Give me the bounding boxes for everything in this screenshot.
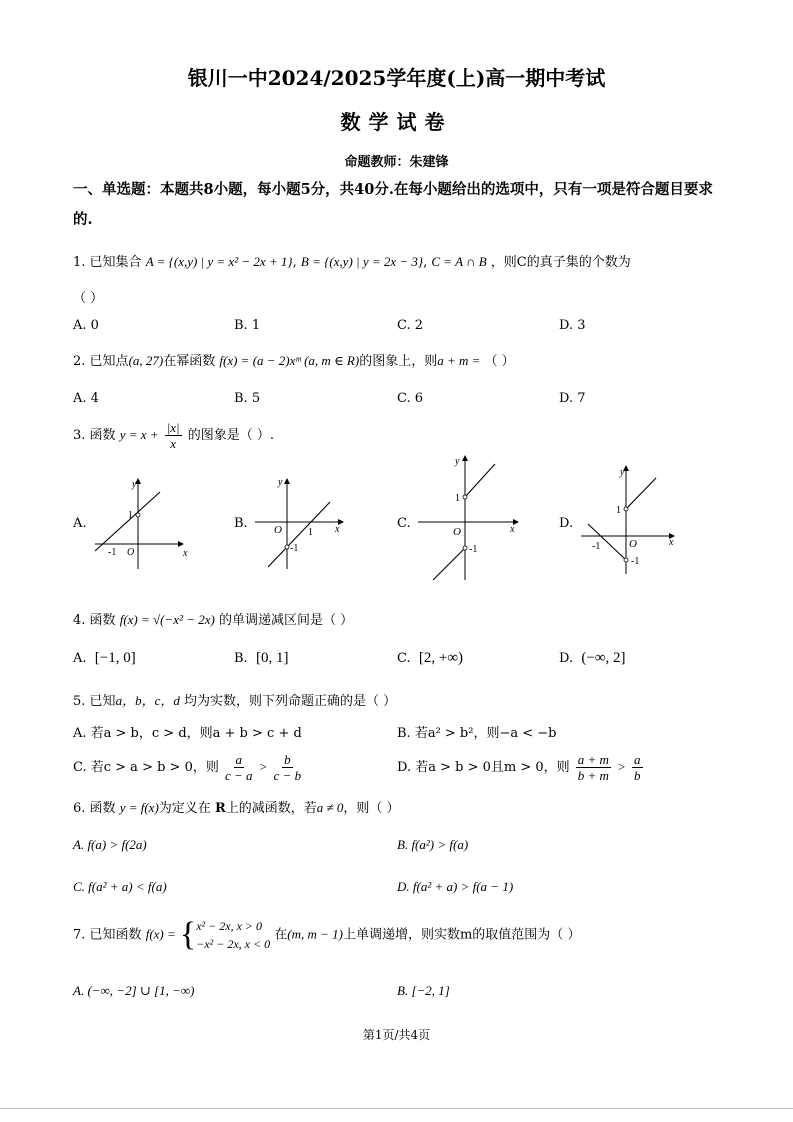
y-label: y	[620, 467, 625, 478]
q6-lead: 函数	[89, 801, 116, 816]
neg-one-label: -1	[290, 543, 299, 554]
q1-set-b: B = {(x,y) | y = 2x − 3}	[300, 254, 424, 269]
q2-func: f(x) = (a − 2)xᵐ (a, m ∈ R)	[219, 353, 360, 368]
q4-number: 4.	[73, 613, 86, 628]
q3-frac-den: x	[170, 436, 177, 451]
q3-graph-c	[415, 452, 525, 584]
q6-cond: a ≠ 0	[316, 800, 344, 815]
graph-line	[95, 492, 160, 551]
open-point-upper	[624, 507, 628, 511]
q7-case-1: x² − 2x, x > 0	[196, 919, 263, 933]
q4-option-a: A. [−1, 0]	[73, 650, 136, 666]
q6-option-c: C. f(a² + a) < f(a)	[73, 879, 167, 894]
q1-set-a: A = {(x,y) | y = x² − 2x + 1}	[145, 254, 293, 269]
q6-r: R	[214, 801, 226, 816]
q3-tail: 的图象是（ ）.	[187, 428, 275, 443]
open-point-lower	[463, 546, 467, 550]
q5-vars: a，b，c，d	[115, 693, 180, 708]
question-6	[73, 797, 400, 816]
q2-lead: 已知点	[89, 354, 129, 369]
q5-option-c: C. 若c > a > b > 0，则 $\frac{a}{c - a}$ > $\frac{b}{c - b}$	[73, 752, 302, 783]
exam-title: 银川一中2024/2025学年度(上)高一期中考试	[187, 66, 606, 90]
q7-option-a: A. (−∞, −2] ∪ [1, −∞)	[73, 983, 195, 998]
y-label: y	[132, 479, 137, 490]
q4-option-b: B. [0, 1]	[234, 650, 289, 666]
q2-option-b: B. 5	[234, 391, 261, 406]
open-point-lower	[624, 558, 628, 562]
q7-case-2: −x² − 2x, x < 0	[196, 937, 271, 951]
q7-piecewise: { x² − 2x, x > 0 −x² − 2x, x < 0	[179, 916, 271, 953]
q6-mid: 为定义在	[158, 801, 211, 816]
x-label: x	[510, 524, 515, 535]
q3-y: y = x +	[119, 427, 159, 442]
origin-label: O	[453, 526, 461, 538]
q1-option-d: D. 3	[559, 318, 586, 333]
page-footer: 第1页/共4页	[362, 1028, 431, 1042]
open-point	[285, 545, 289, 549]
question-3	[73, 420, 274, 451]
q4-lead: 函数	[89, 613, 116, 628]
neg-one-label: -1	[108, 547, 117, 558]
q3-graph-a	[90, 474, 190, 574]
q2-point: (a, 27)	[128, 353, 164, 368]
q6-number: 6.	[73, 801, 86, 816]
q3-lead: 函数	[89, 428, 116, 443]
q5-number: 5.	[73, 694, 86, 709]
q7-fx: f(x) =	[145, 926, 176, 942]
q7-option-b: B. [−2, 1]	[397, 983, 450, 998]
neg-one-label-lower: -1	[631, 556, 640, 567]
q7-mid: 在	[274, 927, 288, 943]
one-label: 1	[308, 527, 313, 538]
q1-option-a: A. 0	[73, 318, 99, 333]
exam-subtitle: 数学试卷	[340, 110, 453, 134]
one-label: 1	[616, 505, 621, 516]
q1-tail: ，则C的真子集的个数为	[490, 255, 631, 270]
q6-tail2: ，则（ ）	[343, 801, 400, 816]
q3-graph-d	[578, 462, 683, 578]
question-5	[73, 690, 396, 709]
q6-tail: 上的减函数，若	[225, 801, 317, 816]
one-label: 1	[128, 510, 133, 521]
q2-option-d: D. 7	[559, 391, 586, 406]
bottom-divider	[0, 1108, 793, 1109]
q5-lead: 已知	[89, 694, 116, 709]
question-7	[73, 917, 580, 953]
q5-tail: 均为实数，则下列命题正确的是（ ）	[183, 694, 397, 709]
q7-number: 7.	[73, 927, 86, 943]
q1-set-c: C = A ∩ B	[431, 254, 487, 269]
q2-tail: 的图象上，则	[359, 354, 438, 369]
q5-option-d: D. 若a > b > 0且m > 0，则 $\frac{a + m}{b + m}$ > $\frac{a}{b}$	[397, 752, 641, 783]
q2-option-c: C. 6	[397, 391, 424, 406]
q1-option-b: B. 1	[234, 318, 261, 333]
section-heading: 一、单选题：本题共8小题，每小题5分，共40分.在每小题给出的选项中，只有一项是符合题目要求的.	[73, 181, 713, 228]
q2-option-a: A. 4	[73, 391, 99, 406]
q2-number: 2.	[73, 354, 86, 369]
q3-option-a: A.	[73, 516, 87, 531]
q4-tail: 的单调递减区间是（ ）	[218, 613, 354, 628]
question-1: 1. 已知集合 A = {(x,y) | y = x² − 2x + 1}, B = {(x,y) | y = 2x − 3}, C = A ∩ B ，则C的真子集的个数为	[73, 254, 631, 270]
y-label: y	[455, 456, 460, 467]
open-point	[136, 513, 140, 517]
origin-label: O	[274, 524, 282, 536]
origin-label: O	[629, 538, 637, 550]
q3-option-b: B.	[234, 516, 248, 531]
q3-frac-num: |x|	[166, 420, 180, 435]
origin-label: O	[127, 547, 135, 558]
q5-option-b: B. 若a² > b²，则−a < −b	[397, 726, 557, 741]
q4-func: f(x) = √(−x² − 2x)	[119, 612, 215, 627]
open-point-upper	[463, 495, 467, 499]
q1-lead: 已知集合	[89, 255, 142, 270]
exam-author: 命题教师：朱建锋	[344, 155, 449, 170]
q6-option-a: A. f(a) > f(2a)	[73, 837, 147, 852]
q1-paren: （ ）	[73, 291, 104, 306]
q3-option-c: C.	[397, 516, 411, 531]
graph-right-branch	[626, 478, 656, 509]
q2-paren: （ ）	[484, 354, 515, 369]
q6-option-b: B. f(a²) > f(a)	[397, 837, 469, 852]
q7-interval: (m, m − 1)	[287, 926, 343, 942]
q4-option-c: C. [2, +∞)	[397, 650, 464, 666]
q5-option-a: A. 若a > b，c > d，则a + b > c + d	[73, 726, 302, 741]
q3-graph-b	[250, 474, 350, 574]
neg-one-label: -1	[469, 544, 478, 555]
q3-option-d: D.	[559, 516, 574, 531]
q6-func: y = f(x)	[119, 800, 159, 815]
q3-fraction	[165, 420, 182, 451]
question-2	[73, 350, 515, 369]
q4-option-d: D. (−∞, 2]	[559, 650, 626, 666]
q3-number: 3.	[73, 428, 86, 443]
q6-option-d: D. f(a² + a) > f(a − 1)	[397, 879, 514, 894]
question-4	[73, 609, 353, 628]
graph-right-branch	[465, 464, 495, 497]
q7-tail: 上单调递增，则实数m的取值范围为（ ）	[342, 927, 581, 943]
q2-mid: 在幂函数	[163, 354, 216, 369]
neg-one-label: -1	[592, 541, 601, 552]
x-label: x	[335, 524, 340, 535]
y-label: y	[278, 477, 283, 488]
one-label: 1	[455, 493, 460, 504]
x-label: x	[669, 537, 674, 548]
q7-lead: 已知函数	[89, 927, 142, 943]
q1-option-c: C. 2	[397, 318, 424, 333]
x-label: x	[183, 548, 188, 559]
q1-number: 1.	[73, 255, 86, 270]
q2-expr: a + m =	[437, 353, 481, 368]
graph-left-branch	[433, 548, 465, 580]
